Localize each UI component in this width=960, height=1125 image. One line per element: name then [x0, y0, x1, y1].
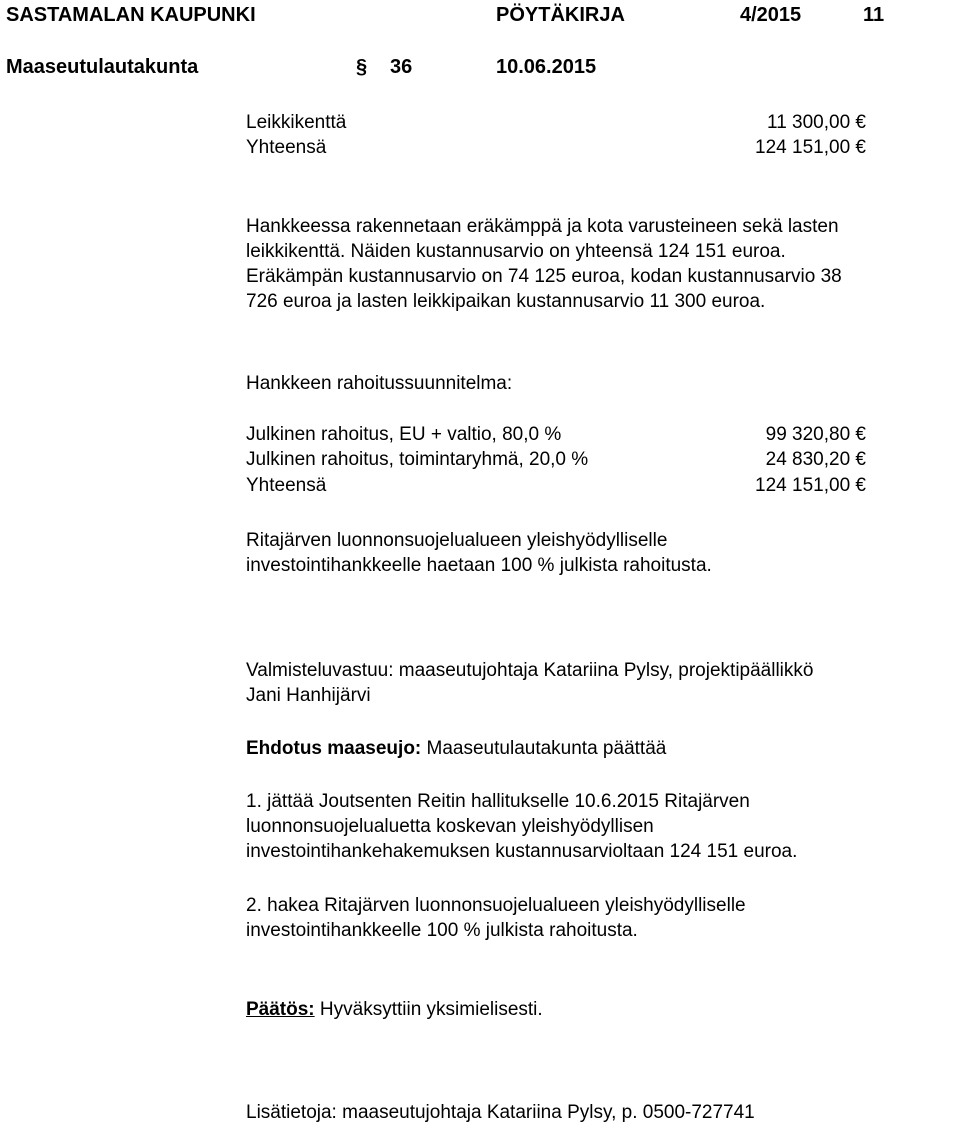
proposal-text: Maaseutulautakunta päättää: [426, 738, 667, 759]
page-number: 11: [863, 4, 885, 26]
description-line: 726 euroa ja lasten leikkipaikan kustannusarvio 11 300 euroa.: [246, 291, 766, 312]
section-number: 36: [390, 56, 413, 78]
document-type: PÖYTÄKIRJA: [496, 4, 625, 26]
funding-label: Julkinen rahoitus, toimintaryhmä, 20,0 %: [246, 449, 589, 470]
document-number: 4/2015: [740, 4, 802, 26]
funding-label: Yhteensä: [246, 475, 327, 496]
cost-row: [246, 137, 866, 162]
item-line: 1. jättää Joutsenten Reitin hallitukselle 10.6.2015 Ritajärven: [246, 791, 750, 812]
funding-row: [246, 449, 866, 474]
funding-row: [246, 475, 866, 500]
description-paragraph: [246, 214, 842, 314]
cost-value: 11 300,00 €: [767, 112, 866, 133]
cost-label: Leikkikenttä: [246, 112, 347, 133]
item-line: 2. hakea Ritajärven luonnonsuojelualueen yleishyödylliselle: [246, 895, 746, 916]
city-name: SASTAMALAN KAUPUNKI: [6, 4, 256, 26]
decision-label: Päätös:: [246, 999, 315, 1020]
preparer-paragraph: [246, 658, 813, 708]
proposal-item-1: [246, 789, 797, 864]
item-line: luonnonsuojelualuetta koskevan yleishyödyllisen: [246, 816, 654, 837]
meeting-date: 10.06.2015: [496, 56, 597, 78]
contact-info: Lisätietoja: maaseutujohtaja Katariina Pylsy, p. 0500-727741: [246, 1102, 755, 1123]
item-line: investointihankehakemuksen kustannusarvioltaan 124 151 euroa.: [246, 841, 798, 862]
cost-label: Yhteensä: [246, 137, 327, 158]
funding-note-line: Ritajärven luonnonsuojelualueen yleishyödylliselle: [246, 530, 668, 551]
funding-note: [246, 528, 712, 578]
section-symbol: §: [356, 56, 368, 78]
proposal-item-2: [246, 893, 746, 943]
funding-heading: Hankkeen rahoitussuunnitelma:: [246, 373, 513, 394]
description-line: Eräkämpän kustannusarvio on 74 125 euroa, kodan kustannusarvio 38: [246, 266, 842, 287]
funding-row: [246, 424, 866, 449]
proposal-label: Ehdotus maaseujo:: [246, 738, 422, 759]
funding-value: 24 830,20 €: [765, 449, 866, 470]
description-line: leikkikenttä. Näiden kustannusarvio on yhteensä 124 151 euroa.: [246, 241, 786, 262]
decision-text: Hyväksyttiin yksimielisesti.: [319, 999, 543, 1020]
cost-row: [246, 112, 866, 137]
funding-value: 124 151,00 €: [755, 475, 866, 496]
funding-label: Julkinen rahoitus, EU + valtio, 80,0 %: [246, 424, 562, 445]
cost-value: 124 151,00 €: [755, 137, 866, 158]
preparer-line: Valmisteluvastuu: maaseutujohtaja Katariina Pylsy, projektipäällikkö: [246, 660, 814, 681]
funding-value: 99 320,80 €: [765, 424, 866, 445]
board-name: Maaseutulautakunta: [6, 56, 199, 78]
funding-note-line: investointihankkeelle haetaan 100 % julkista rahoitusta.: [246, 555, 712, 576]
description-line: Hankkeessa rakennetaan eräkämppä ja kota varusteineen sekä lasten: [246, 216, 839, 237]
item-line: investointihankkeelle 100 % julkista rahoitusta.: [246, 920, 638, 941]
preparer-line: Jani Hanhijärvi: [246, 685, 371, 706]
decision-line: [246, 997, 543, 1022]
proposal-line: [246, 736, 666, 761]
